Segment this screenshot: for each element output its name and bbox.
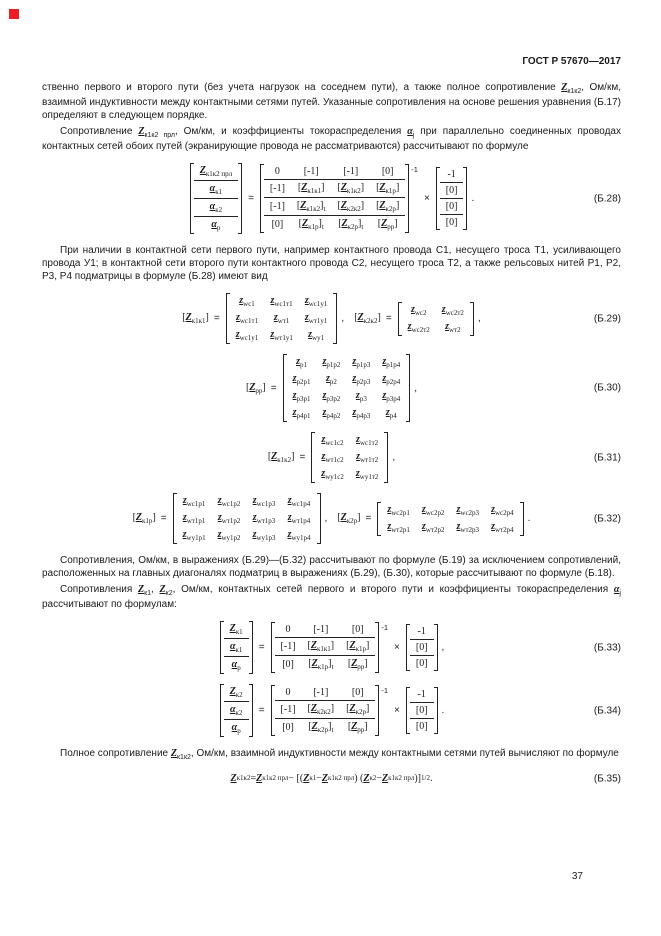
submatrix-k1k2 [311, 432, 388, 483]
page-number: 37 [571, 871, 583, 882]
equation-number: (Б.28) [593, 193, 621, 205]
paragraph-resistance-calc: Сопротивления, Ом/км, в выражениях (Б.29)—(Б.32) рассчитывают по формуле (Б.19) за исключением сопротивлений, расположенных на главных диагоналях подматриц в выражениях (Б.29), (Б.30), которые рассчитывают по формуле (Б.18). [42, 555, 621, 580]
formula-tail: , [392, 452, 396, 464]
coefficient-matrix [271, 622, 380, 673]
formula-b35 [42, 772, 621, 786]
separator-comma: , [324, 513, 328, 525]
formula-tail: , [441, 642, 445, 654]
rhs-vector [406, 624, 438, 671]
matrix-entries: 0 [-1] [0] [-1] $[Z_{к1к1}]$ $[Z_{к1р}]$ [0] $[Z_{к1р}]_t$ $[Z_{рр}]$ [275, 622, 376, 673]
matrix-symbol: $[Z_{к1к2}]$ [267, 451, 295, 465]
submatrix-k1r [173, 493, 321, 544]
equals-sign: = [248, 193, 254, 205]
submatrix-k1k1 [226, 293, 338, 344]
equation-number: (Б.34) [593, 705, 621, 717]
matrix-symbol: $[Z_{к2р}]$ [337, 512, 361, 526]
matrix-entries: $z_{wс1р1}$ $z_{wс1р2}$ $z_{wс1р3}$ $z_{wс1р4}$ $z_{wт1р1}$ $z_{wт1р2}$ $z_{wт1р3}$ $z_{wт1р4}$ $z_{wу1р1}$ $z_{wу1р2}$ $z_{wу1р3}$ $z_{wу1р4}$ [182, 495, 311, 543]
bracket-right-icon [434, 624, 438, 671]
equation-number: (Б.33) [593, 642, 621, 654]
lhs-vector [220, 684, 253, 737]
lhs-entries: $Z_{к1}$ $\alpha_{к1}$ $\alpha_р$ [224, 621, 249, 674]
bracket-right-icon [406, 354, 410, 422]
lhs-vector [190, 163, 242, 234]
formula-tail: . [527, 513, 531, 525]
equals-sign: = [365, 513, 372, 525]
rhs-entries: -1 [0] [0] [410, 624, 434, 671]
matrix-entries: 0 [-1] [0] [-1] $[Z_{к2к2}]$ $[Z_{к2р}]$ [0] $[Z_{к2р}]_t$ $[Z_{рр}]$ [275, 685, 376, 736]
formula-b33 [42, 621, 621, 674]
formula-b34-body [219, 684, 445, 737]
formula-tail: , [477, 313, 481, 325]
formula-tail: , [414, 382, 418, 394]
equals-sign: = [160, 513, 167, 525]
formula-b31 [42, 432, 621, 483]
bracket-right-icon [317, 493, 321, 544]
matrix-symbol: $[Z_{к1р}]$ [132, 512, 156, 526]
equation-number: (Б.32) [593, 513, 621, 525]
bracket-right-icon [434, 687, 438, 734]
document-header: ГОСТ Р 57670—2017 [522, 56, 621, 67]
formula-b28-body [189, 163, 475, 234]
inverse-exponent: -1 [381, 623, 389, 633]
formula-b28 [42, 163, 621, 234]
inverse-exponent: -1 [381, 686, 389, 696]
equation-number: (Б.35) [593, 773, 621, 785]
submatrix-k2k2 [398, 302, 474, 336]
matrix-symbol: $[Z_{к1к1}]$ [182, 312, 209, 326]
equals-sign: = [299, 452, 306, 464]
formula-tail: . [441, 705, 445, 717]
lhs-entries: $Z_{к1к2 прл}$ $\alpha_{к1}$ $\alpha_{к2}$ $\alpha_р$ [194, 163, 238, 234]
bracket-right-icon [249, 621, 253, 674]
formula-b32 [42, 493, 621, 544]
bracket-right-icon [375, 622, 379, 673]
formula-b35-body: Z к1к2 = Z к1к2 прл − [( Z к1 − Z к1к2 прл ) ( Z к2 − Z к1к2 прл )] 1/2 . [230, 773, 433, 785]
formula-b33-body [219, 621, 445, 674]
equation-number: (Б.31) [593, 452, 621, 464]
matrix-entries: $z_{wс1с2}$ $z_{wс1т2}$ $z_{wт1с2}$ $z_{wт1т2}$ $z_{wу1с2}$ $z_{wу1т2}$ [321, 434, 379, 482]
equals-sign: = [270, 382, 277, 394]
coefficient-matrix [271, 685, 380, 736]
equals-sign: = [258, 642, 265, 654]
rhs-vector [406, 687, 438, 734]
rhs-entries: -1 [0] [0] [0] [440, 167, 464, 230]
separator-comma: , [341, 313, 345, 325]
inverse-exponent: -1 [411, 165, 418, 175]
bracket-right-icon [470, 302, 474, 336]
bracket-right-icon [463, 167, 467, 230]
formula-b30 [42, 354, 621, 422]
matrix-entries: $z_{wс1}$ $z_{wс1т1}$ $z_{wс1у1}$ $z_{wс1т1}$ $z_{wт1}$ $z_{wт1у1}$ $z_{wс1у1}$ $z_{wт1у1}$ $z_{wу1}$ [235, 295, 328, 343]
paragraph-submatrices: При наличии в контактной сети первого пути, например контактного провода С1, несущего троса Т1, усиливающего провода У1; в контактной сети второго пути контактного провода С2, несущего троса Т2, а также рельсовых нитей Р1, Р2, Р3, Р4 подматрицы в формуле (Б.28) имеют вид [42, 245, 621, 283]
equals-sign: = [213, 313, 220, 325]
formula-tail: . [471, 193, 475, 205]
submatrix-rr [283, 354, 411, 422]
paragraph-formulas-intro: Сопротивления $Z_{к1}$, $Z_{к2}$, Ом/км, контактных сетей первого и второго пути и коэффициенты токораспределения $\alpha_j$ рассчитывают по формулам: [42, 584, 621, 611]
times-sign: × [423, 193, 430, 205]
equals-sign: = [385, 313, 392, 325]
formula-b29-body [182, 293, 480, 344]
bracket-right-icon [238, 163, 242, 234]
matrix-entries: $z_{р1}$ $z_{р1р2}$ $z_{р1р3}$ $z_{р1р4}$ $z_{р2р1}$ $z_{р2}$ $z_{р2р3}$ $z_{р2р4}$ $z_{р3р1}$ $z_{р3р2}$ $z_{р3}$ $z_{р3р4}$ $z_{р4р1}$ $z_{р4р2}$ $z_{р4р3}$ $z_{р4}$ [292, 356, 401, 421]
paragraph-full-resistance: Полное сопротивление $Z_{к1к2}$, Ом/км, взаимной индуктивности между контактными сетями путей вычисляют по формуле [60, 748, 619, 762]
equation-number: (Б.30) [593, 382, 621, 394]
matrix-entries: $z_{wс2р1}$ $z_{wс2р2}$ $z_{wс2р3}$ $z_{wс2р4}$ $z_{wт2р1}$ $z_{wт2р2}$ $z_{wт2р3}$ $z_{wт2р4}$ [387, 503, 514, 534]
times-sign: × [394, 705, 400, 717]
times-sign: × [394, 642, 400, 654]
matrix-symbol: $[Z_{рр}]$ [245, 381, 266, 395]
formula-b34 [42, 684, 621, 737]
rhs-entries: -1 [0] [0] [410, 687, 434, 734]
page-content [42, 56, 621, 796]
bracket-right-icon [405, 164, 409, 233]
bracket-right-icon [375, 685, 379, 736]
formula-b31-body [268, 432, 395, 483]
paragraph-b28-intro: Сопротивление $Z_{к1к2 прл}$, Ом/км, и коэффициенты токораспределения $\alpha_j$ при параллельно соединенных проводах контактных сетей обоих путей (экранирующие провода не рассматриваются) рассчитывают по формуле [42, 126, 621, 153]
bracket-right-icon [520, 502, 524, 536]
submatrix-k2r [377, 502, 523, 536]
rhs-vector [436, 167, 468, 230]
formula-b29 [42, 293, 621, 344]
formula-b32-body [133, 493, 531, 544]
coefficient-matrix [260, 164, 409, 233]
paragraph-continuation: ственно первого и второго пути (без учета нагрузок на соседнем пути), а также полное сопротивление $Z_{к1к2}$, Ом/км, взаимной индуктивности между контактными сетями путей. Указанные сопротивления на основе решения уравнения (Б.17) определяют в следующем порядке. [42, 82, 621, 122]
equals-sign: = [258, 705, 265, 717]
bracket-right-icon [384, 432, 388, 483]
red-corner-marker [9, 9, 19, 19]
lhs-vector [220, 621, 253, 674]
formula-b30-body [246, 354, 417, 422]
equation-number: (Б.29) [593, 313, 621, 325]
matrix-symbol: $[Z_{к2к2}]$ [354, 312, 381, 326]
bracket-right-icon [249, 684, 253, 737]
bracket-right-icon [333, 293, 337, 344]
matrix-entries: 0 [-1] [-1] [0] [-1] $[Z_{к1к1}]$ $[Z_{к1к2}]$ $[Z_{к1р}]$ [-1] $[Z_{к1к2}]_t$ $[Z_{к2к2}]$ $[Z_{к2р}]$ [0] $[Z_{к1р}]_t$ $[Z_{к2р}]_t$ $[Z_{рр}]$ [264, 164, 405, 233]
lhs-entries: $Z_{к2}$ $\alpha_{к2}$ $\alpha_р$ [224, 684, 249, 737]
matrix-entries: $z_{wс2}$ $z_{wс2т2}$ $z_{wс2т2}$ $z_{wт2}$ [407, 303, 464, 334]
